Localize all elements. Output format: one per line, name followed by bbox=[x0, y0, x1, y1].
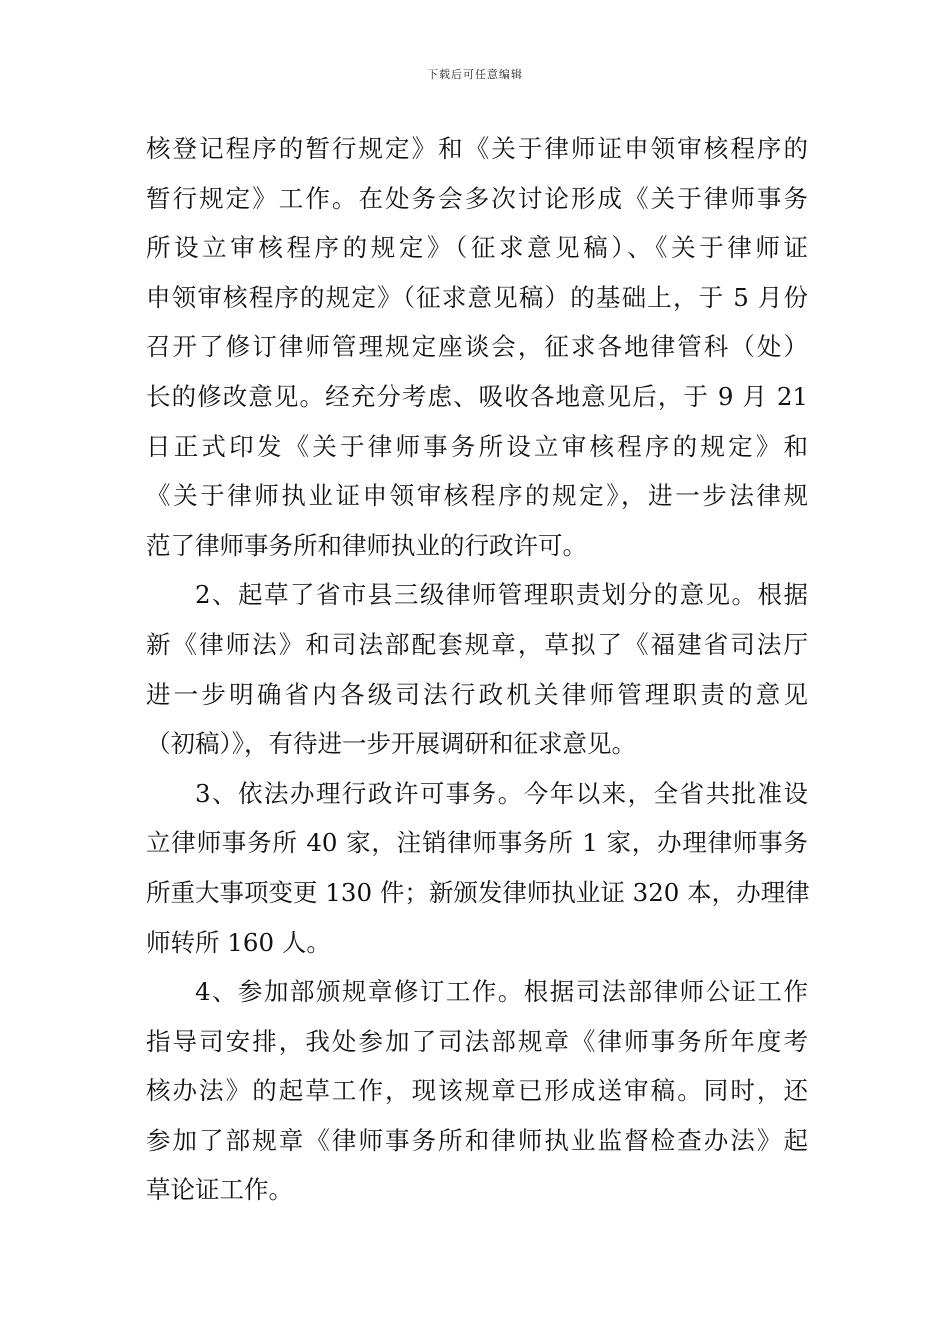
text-line: 3、依法办理行政许可事务。今年以来，全省共批准设 bbox=[195, 778, 808, 808]
text-line: 参加了部规章《律师事务所和律师执业监督检查办法》起 bbox=[146, 1125, 808, 1155]
paragraph-2 bbox=[146, 570, 808, 768]
text-line: 4、参加部颁规章修订工作。根据司法部律师公证工作 bbox=[195, 977, 808, 1007]
text-line: 进一步明确省内各级司法行政机关律师管理职责的意见 bbox=[146, 679, 808, 709]
text-line: 范了律师事务所和律师执业的行政许可。 bbox=[146, 530, 587, 560]
text-line: 《关于律师执业证申领审核程序的规定》，进一步法律规 bbox=[146, 481, 808, 511]
text-line: 长的修改意见。经充分考虑、吸收各地意见后，于 9 月 21 bbox=[146, 381, 808, 411]
text-line: 核办法》的起草工作，现该规章已形成送审稿。同时，还 bbox=[146, 1076, 808, 1106]
text-line: 师转所 160 人。 bbox=[146, 927, 331, 957]
text-line: 召开了修订律师管理规定座谈会，征求各地律管科（处） bbox=[146, 332, 808, 362]
document-body bbox=[146, 124, 808, 1215]
text-line: 草论证工作。 bbox=[146, 1175, 293, 1205]
paragraph-4 bbox=[146, 967, 808, 1215]
paragraph-3 bbox=[146, 769, 808, 967]
text-line: 暂行规定》工作。在处务会多次讨论形成《关于律师事务 bbox=[146, 183, 808, 213]
text-line: 新《律师法》和司法部配套规章，草拟了《福建省司法厅 bbox=[146, 629, 808, 659]
text-line: 申领审核程序的规定》（征求意见稿）的基础上，于 5 月份 bbox=[146, 282, 808, 312]
text-line: 2、起草了省市县三级律师管理职责划分的意见。根据 bbox=[195, 580, 808, 610]
paragraph-1 bbox=[146, 124, 808, 570]
text-line: 指导司安排，我处参加了司法部规章《律师事务所年度考 bbox=[146, 1026, 808, 1056]
text-line: 立律师事务所 40 家，注销律师事务所 1 家，办理律师事务 bbox=[146, 828, 808, 858]
page-header: 下载后可任意编辑 bbox=[427, 68, 523, 81]
text-line: 日正式印发《关于律师事务所设立审核程序的规定》和 bbox=[146, 431, 808, 461]
text-line: 核登记程序的暂行规定》和《关于律师证申领审核程序的 bbox=[146, 134, 808, 163]
text-line: 所重大事项变更 130 件；新颁发律师执业证 320 本，办理律 bbox=[146, 877, 810, 907]
text-line: 所设立审核程序的规定》（征求意见稿）、《关于律师证 bbox=[146, 233, 808, 263]
text-line: （初稿）》，有待进一步开展调研和征求意见。 bbox=[146, 729, 636, 759]
